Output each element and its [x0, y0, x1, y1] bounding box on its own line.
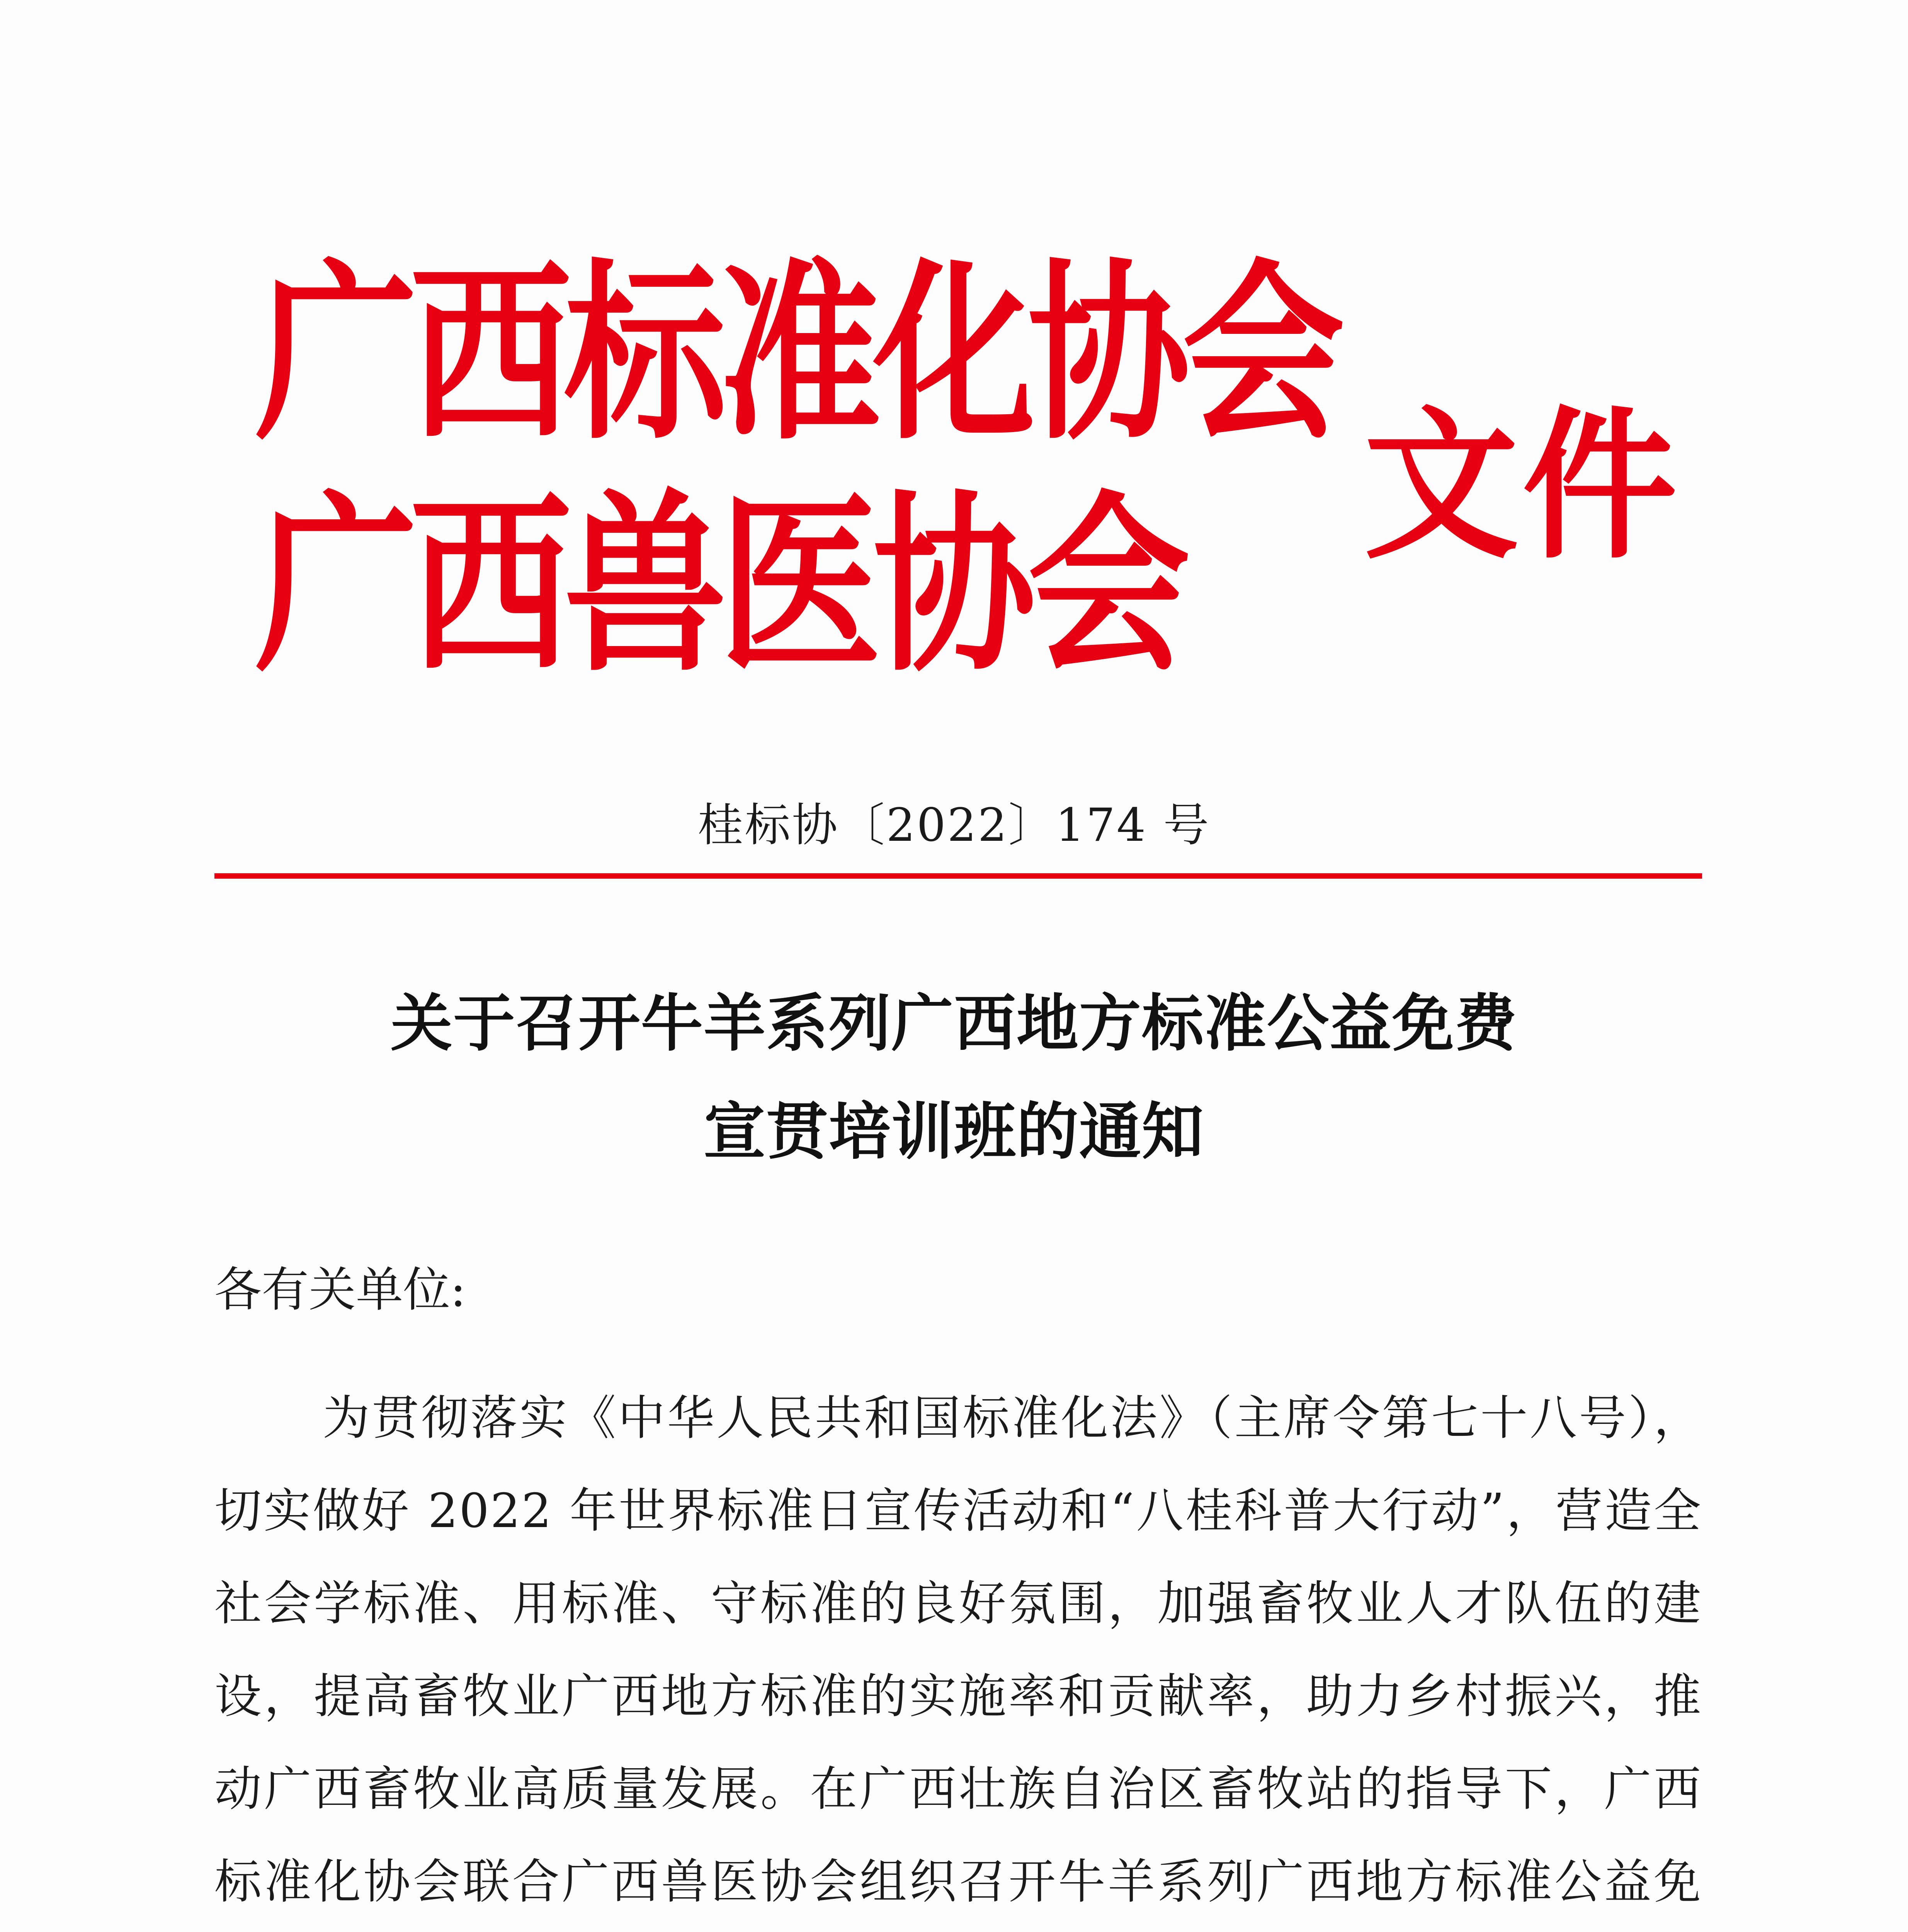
masthead-doc-type: 文件	[1364, 392, 1681, 581]
masthead-org-line-2: 广西兽医协会	[255, 474, 1182, 698]
document-number: 桂标协〔2022〕174 号	[697, 798, 1211, 852]
salutation: 各有关单位:	[214, 1262, 466, 1317]
red-divider-line	[214, 873, 1702, 879]
document-title-line-1: 关于召开牛羊系列广西地方标准公益免费	[390, 987, 1517, 1060]
body-paragraph-1: 为贯彻落实《中华人民共和国标准化法》（主席令第七十八号），切实做好 2022 年世界标准日宣传活动和“八桂科普大行动”，营造全社会学标准、用标准、守标准的良好氛围，加强畜牧业人才队伍的建设，提高畜牧业广西地方标准的实施率和贡献率，助力乡村振兴，推动广西畜牧业高质量发展。在广西壮族自治区畜牧站的指导下，广西标准化协会联合广西兽医协会组织召开牛羊系列广西地方标准公益免	[214, 1391, 1702, 1909]
masthead-org-line-1: 广西标准化协会	[255, 243, 1337, 466]
red-masthead	[255, 243, 1801, 753]
document-title-line-2: 宣贯培训班的通知	[703, 1095, 1204, 1168]
